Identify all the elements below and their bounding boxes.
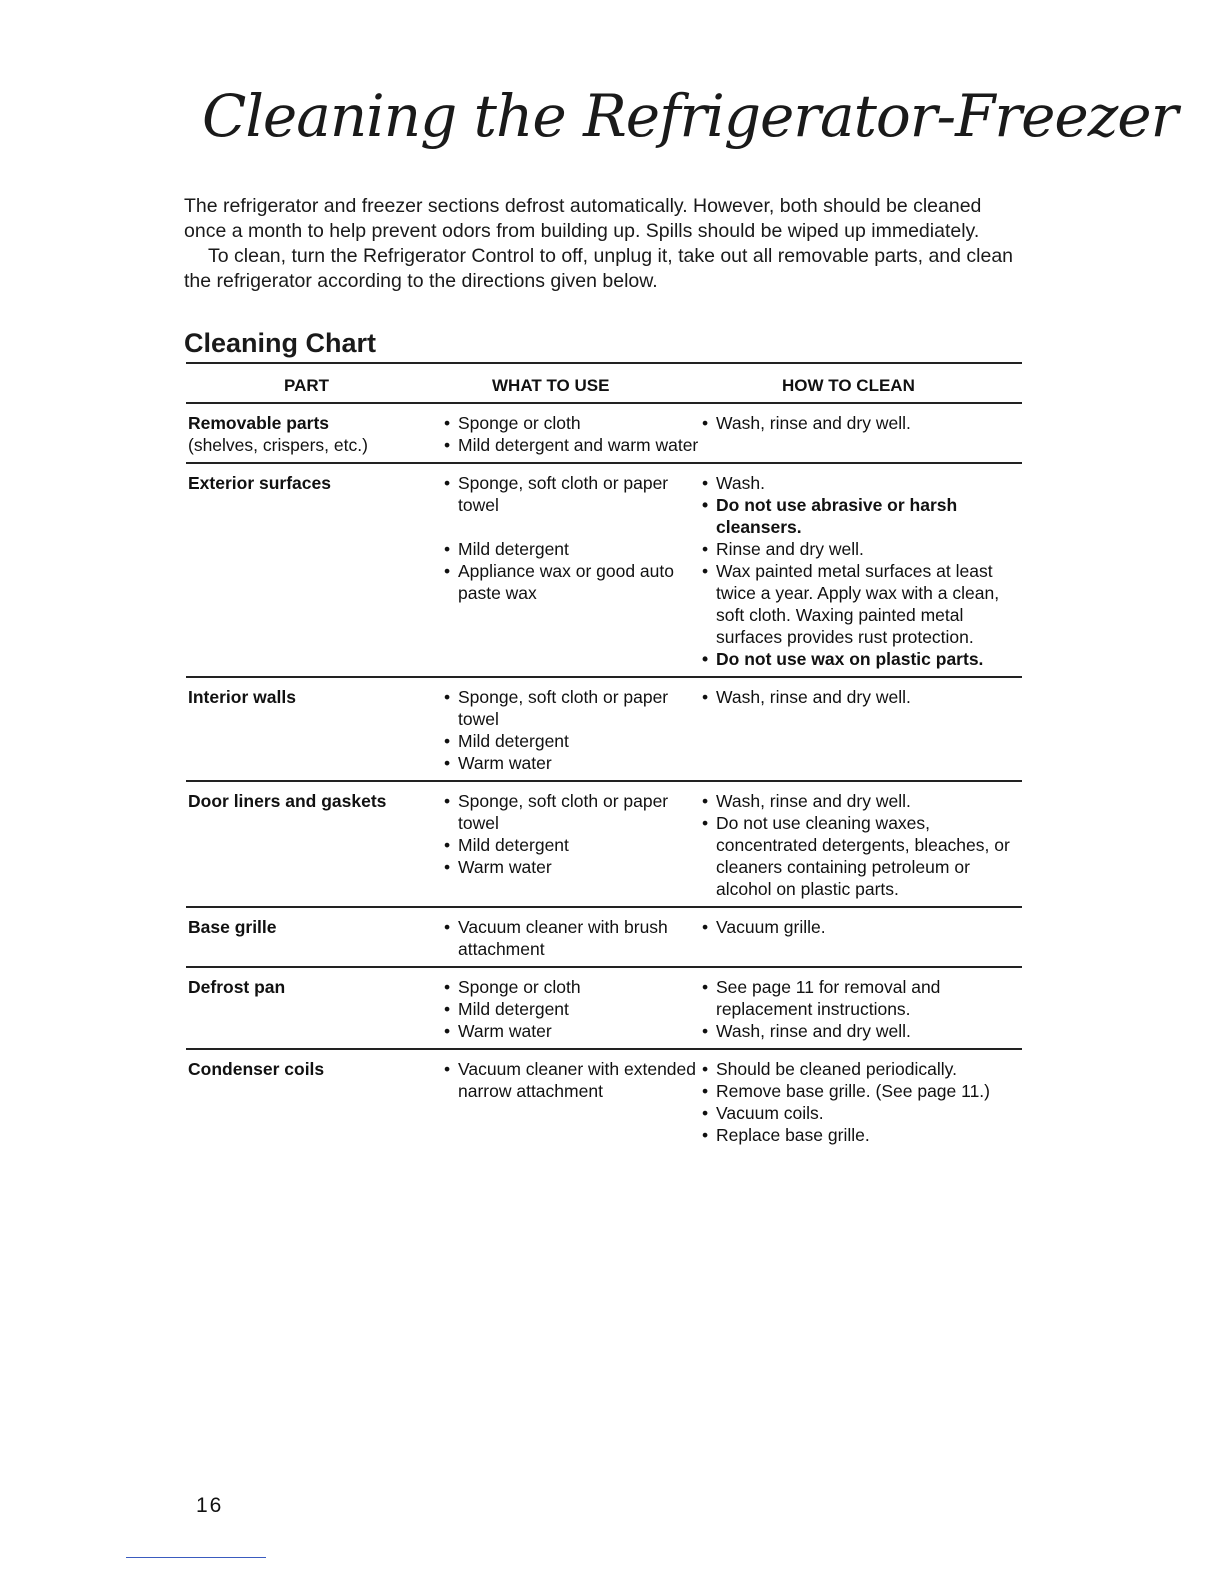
what-to-use-cell xyxy=(444,916,702,960)
list-item: • Warm water xyxy=(444,752,702,774)
list-item: • Sponge, soft cloth or paper towel xyxy=(444,686,702,730)
how-to-clean-cell xyxy=(702,1058,1022,1146)
part-name: Door liners and gaskets xyxy=(188,791,387,811)
what-to-use-cell xyxy=(444,472,702,670)
what-to-use-cell xyxy=(444,412,702,456)
list-item: • Wax painted metal surfaces at least twice a year. Apply wax with a clean, soft cloth. Waxing painted metal surfaces provides rust protection. xyxy=(702,560,1022,648)
part-cell xyxy=(186,412,444,456)
part-name: Exterior surfaces xyxy=(188,473,331,493)
table-row xyxy=(186,404,1022,464)
list-item: • Sponge or cloth xyxy=(444,976,702,998)
part-cell xyxy=(186,1058,444,1146)
list-item: • Warm water xyxy=(444,1020,702,1042)
divider xyxy=(126,1557,266,1558)
list-item: • Appliance wax or good auto paste wax xyxy=(444,560,702,604)
list-item: • Vacuum cleaner with brush attachment xyxy=(444,916,702,960)
list-item: • Sponge or cloth xyxy=(444,412,702,434)
header-part: PART xyxy=(284,376,330,395)
part-name: Base grille xyxy=(188,917,277,937)
header-how-to-clean: HOW TO CLEAN xyxy=(782,376,915,395)
intro-paragraph: The refrigerator and freezer sections defrost automatically. However, both should be cleaned once a month to help prevent odors from building up. Spills should be wiped up immediately. xyxy=(184,195,982,242)
what-to-use-cell xyxy=(444,1058,702,1146)
what-to-use-cell xyxy=(444,790,702,900)
cleaning-chart xyxy=(186,362,1022,1152)
list-item: • Mild detergent xyxy=(444,730,702,752)
part-name: Removable parts xyxy=(188,413,330,433)
list-item: • Vacuum cleaner with extended narrow attachment xyxy=(444,1058,702,1102)
list-item: • Vacuum coils. xyxy=(702,1102,1022,1124)
list-item: • Should be cleaned periodically. xyxy=(702,1058,1022,1080)
intro-paragraph: To clean, turn the Refrigerator Control to off, unplug it, take out all removable parts, and clean the refrigerator according to the directions given below. xyxy=(184,245,1014,292)
list-item: • Mild detergent xyxy=(444,538,702,560)
part-name: Defrost pan xyxy=(188,977,286,997)
table-row xyxy=(186,908,1022,968)
warning-item: • Do not use wax on plastic parts. xyxy=(702,648,1022,670)
page-title: Cleaning the Refrigerator-Freezer xyxy=(202,82,1178,150)
how-to-clean-cell xyxy=(702,472,1022,670)
table-row xyxy=(186,464,1022,678)
header-what-to-use: WHAT TO USE xyxy=(492,376,610,395)
how-to-clean-cell xyxy=(702,790,1022,900)
part-name: Interior walls xyxy=(188,687,296,707)
list-item: • Replace base grille. xyxy=(702,1124,1022,1146)
list-item: • Remove base grille. (See page 11.) xyxy=(702,1080,1022,1102)
list-item: • Wash, rinse and dry well. xyxy=(702,686,1022,708)
table-row xyxy=(186,678,1022,782)
part-cell xyxy=(186,686,444,774)
how-to-clean-cell xyxy=(702,916,1022,960)
part-name: Condenser coils xyxy=(188,1059,325,1079)
how-to-clean-cell xyxy=(702,976,1022,1042)
table-row xyxy=(186,782,1022,908)
part-cell xyxy=(186,916,444,960)
how-to-clean-cell xyxy=(702,686,1022,774)
part-subtitle: (shelves, crispers, etc.) xyxy=(188,435,368,455)
list-item: • Mild detergent xyxy=(444,998,702,1020)
list-item: • Wash, rinse and dry well. xyxy=(702,1020,1022,1042)
how-to-clean-cell xyxy=(702,412,1022,456)
list-item: • Mild detergent and warm water xyxy=(444,434,702,456)
list-item: • Wash. xyxy=(702,472,1022,494)
what-to-use-cell xyxy=(444,976,702,1042)
part-cell xyxy=(186,790,444,900)
part-cell xyxy=(186,976,444,1042)
warning-item: • Do not use abrasive or harsh cleansers. xyxy=(702,494,1022,538)
chart-header-row xyxy=(186,362,1022,404)
table-row xyxy=(186,968,1022,1050)
list-item: • Sponge, soft cloth or paper towel xyxy=(444,472,702,516)
chart-heading: Cleaning Chart xyxy=(184,328,377,358)
list-item: • Do not use cleaning waxes, concentrated detergents, bleaches, or cleaners containing petroleum or alcohol on plastic parts. xyxy=(702,812,1022,900)
table-row xyxy=(186,1050,1022,1152)
list-item: • Wash, rinse and dry well. xyxy=(702,412,1022,434)
list-item: • See page 11 for removal and replacement instructions. xyxy=(702,976,1022,1020)
list-item: • Sponge, soft cloth or paper towel xyxy=(444,790,702,834)
intro-text xyxy=(184,194,1024,294)
list-item: • Rinse and dry well. xyxy=(702,538,1022,560)
what-to-use-cell xyxy=(444,686,702,774)
part-cell xyxy=(186,472,444,670)
page-number: 16 xyxy=(196,1494,224,1517)
list-item: • Warm water xyxy=(444,856,702,878)
list-item: • Wash, rinse and dry well. xyxy=(702,790,1022,812)
list-item: • Vacuum grille. xyxy=(702,916,1022,938)
list-item: • Mild detergent xyxy=(444,834,702,856)
